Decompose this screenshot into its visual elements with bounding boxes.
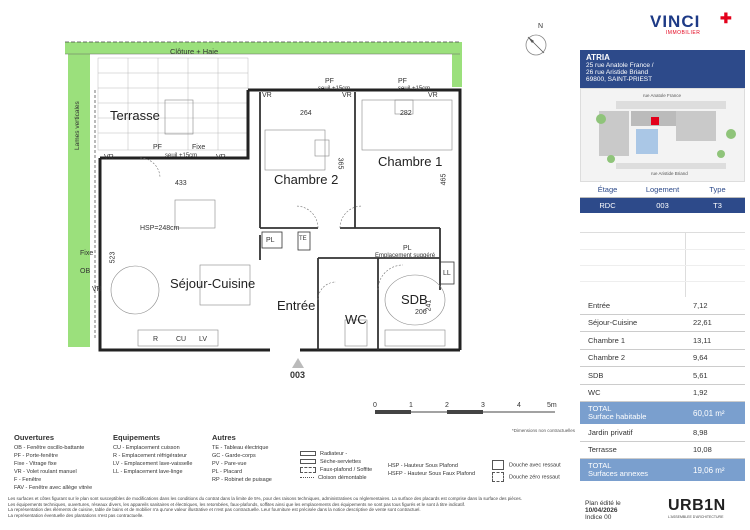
legend-item: PL - Placard [212,469,243,475]
legend-ouvertures-title: Ouvertures [14,433,55,442]
room-terrasse: Terrasse [110,108,160,123]
legend-cloison: Cloison démontable [300,474,372,482]
vinci-cross-icon: ✚ [720,10,732,26]
cloison-icon [300,477,314,478]
vr-3: VR [428,92,438,99]
legend-douche-zero: Douche zéro ressaut [492,472,561,482]
surface-row-chambre1: Chambre 1 13,11 [580,332,745,350]
legend-item: TE - Tableau électrique [212,445,269,451]
vr-6: VR [92,286,102,293]
legend-item: LL - Emplacement lave-linge [113,469,183,475]
lot-value-row [580,198,745,213]
legend-item: FAV - Fenêtre avec allège vitrée [14,485,93,491]
compass [526,35,546,55]
compass-label: N [538,23,544,30]
scale-tick-1: 1 [409,402,413,409]
total-habitable-value: 60,01 m² [693,408,725,418]
legend-item: Fixe - Vitrage fixe [14,461,57,467]
legend-radiateur: Radiateur - [300,450,372,458]
address-line-1: 25 rue Anatole France / [586,62,654,69]
scale-tick-5: 5m [547,402,557,409]
vr-4: VR [104,154,114,161]
map-street-bottom: rue Aristide Briand [651,171,688,176]
dim-465: 465 [440,173,448,186]
seuil-3: seuil +15cm [165,153,198,159]
douche-zero-icon [492,472,504,482]
seuil-2: seuil +15cm [398,86,431,92]
legend-item: PV - Pare-vue [212,461,247,467]
header-etage: Étage [597,185,618,194]
value-etage: RDC [599,201,616,210]
urbn-sub: L'ASSEMBLEE D'ARCHITECTURE [668,515,724,519]
douche-ressaut-icon [492,460,504,470]
lv-label: LV [199,336,208,343]
legend-item: LV - Emplacement lave-vaisselle [113,461,193,467]
legend-douche-ressaut: Douche avec ressaut [492,460,561,470]
note-line: Les surfaces et côtes figurant sur le plan sont susceptibles de modifications dans les conditions du contrat dans la limite de 5%, pour des raisons techniques, administratives ou réglementaires. La surface des placards est comprise dans la surface des pièces. [8,496,523,501]
terrasse-tiles [98,58,248,150]
total-annexes-l2: Surfaces annexes [588,469,649,478]
scale-tick-3: 3 [481,402,485,409]
total-habitable-l1: TOTAL [588,404,612,413]
legend-equipements [113,444,192,476]
dim-365: 365 [336,157,344,170]
legend-item: F - Fenêtre [14,477,42,483]
note-line: La représentation éventuelle des plantations n'est pas contractuelle. [8,512,144,518]
pl-emplacement: Emplacement suggéré [375,253,436,259]
seche-serviettes-icon [300,459,316,464]
hedge-right [452,42,462,87]
surface-row-terrasse: Terrasse 10,08 [580,442,745,460]
garden-left [68,42,90,347]
surfaces-table [580,297,745,481]
plan-edition-label: Plan édité le [585,500,621,507]
legend-douche [492,460,561,482]
dim-523: 523 [109,251,117,264]
total-annexes-l1: TOTAL [588,461,612,470]
legend-faux-plafond: Faux-plafond / Soffite [300,466,372,474]
lot-number: 003 [290,370,306,380]
legend-autres-title: Autres [212,433,236,442]
cloture-label: Clôture + Haie [170,47,219,56]
legend-item: GC - Garde-corps [212,453,256,459]
legend-equipements-title: Equipements [113,433,161,442]
address-line-3: 69800, SAINT-PRIEST [586,76,653,83]
room-wc: WC [345,312,367,327]
radiateur-icon [300,451,316,456]
vr-5: VR [216,154,226,161]
pl-entree: PL [266,237,275,244]
note-line: La représentation des éléments de cuisine, table de bains et de mobilier n'a qu'une valeur illustrative et n'est pas contractuelle. Leur fourniture est précisée dans la notice descriptive de vente sont contractuel. [8,507,421,513]
map-street-top: rue Anatole France [643,93,682,98]
room-chambre2: Chambre 2 [274,172,339,187]
legend-autres [212,444,272,484]
room-sdb: SDB [401,292,428,307]
dim-206: 206 [415,309,427,316]
fixe-sejour: Fixe [192,144,206,151]
hsp-value: HSP=248cm [140,225,180,232]
pf-chambre2: PF [325,78,334,85]
fixe-left: Fixe [80,250,94,257]
cu-label: CU [176,336,187,343]
scale-tick-2: 2 [445,402,449,409]
header-logement: Logement [645,185,680,194]
urbn-wordmark: URB1N [668,497,726,514]
lot-marker [292,358,304,368]
legend-item: CU - Emplacement cuisson [113,445,180,451]
ob-left: OB [80,268,91,275]
legend-item: OB - Fenêtre oscillo-battante [14,445,85,451]
surface-row-sdb: SDB 5,61 [580,367,745,385]
total-habitable [580,402,745,424]
surface-row-jardin: Jardin privatif 8,98 [580,424,745,442]
dim-282: 282 [400,110,412,117]
vinci-sub: IMMOBILIER [665,30,701,36]
room-entree: Entrée [277,298,316,313]
legend-item: VR - Volet roulant manuel [14,469,77,475]
hedge-top [65,42,460,54]
legend-item: R - Emplacement réfrigérateur [113,453,187,459]
total-habitable-l2: Surface habitable [588,412,647,421]
pl-sdb: PL [403,245,412,252]
dimensions-note: *Dimensions non contractuelles [512,428,576,433]
legend-hsp [388,462,475,478]
legend-symbols [300,450,372,482]
legend-seche-serviettes: Sèche-serviettes [300,458,372,466]
address-line-2: 26 rue Aristide Briand [586,69,649,76]
lames-label: Lames verticales [74,101,81,150]
site-map [580,88,745,182]
legend-item: HSFP - Hauteur Sous Faux Plafond [388,471,476,477]
blank-table [580,232,745,297]
dim-433: 433 [175,180,187,187]
room-sejour: Séjour-Cuisine [170,276,256,291]
vinci-wordmark: VINCI [650,12,701,31]
urbn-logo [668,497,726,519]
vr-2: VR [342,92,352,99]
surface-row-entree: Entrée 7,12 [580,297,745,315]
plan-indice: Indice 00 [585,514,612,521]
legend-ouvertures [14,444,92,492]
note-line: Les équipements techniques, ouvertures, réseaux divers, les appareils sanitaires et électriques, les retombées, faux-plafonds, soffites ainsi que les emplacements des équipements ne sont pas tous figurés et le sont à titre indicatif. [8,501,466,507]
dim-264: 264 [300,110,312,117]
surface-row-wc: WC 1,92 [580,385,745,403]
dim-241: 241 [425,299,433,312]
value-logement: 003 [656,201,669,210]
legend-item: RP - Robinet de puisage [212,477,272,483]
seuil-1: seuil +15cm [318,86,351,92]
plan-edition-date: 10/04/2026 [585,507,618,514]
pf-chambre1: PF [398,78,407,85]
total-annexes [580,459,745,481]
ll-label: LL [443,270,451,277]
vinci-logo [650,10,732,36]
surface-row-sejour: Séjour-Cuisine 22,61 [580,315,745,333]
program-box [580,50,745,88]
room-chambre1: Chambre 1 [378,154,443,169]
scale-tick-0: 0 [373,402,377,409]
surface-row-chambre2: Chambre 2 9,64 [580,350,745,368]
program-name: ATRIA [586,53,610,62]
faux-plafond-icon [300,467,316,473]
total-annexes-value: 19,06 m² [693,465,725,475]
header-type: Type [709,185,726,194]
scale-tick-4: 4 [517,402,521,409]
vr-1: VR [262,92,272,99]
scale-bar [375,410,555,414]
legend-item: HSP - Hauteur Sous Plafond [388,463,458,469]
r-label: R [153,336,159,343]
legal-notes [8,496,568,518]
info-panel [580,50,745,213]
lot-header-row [580,182,745,198]
pf-sejour: PF [153,144,162,151]
te-label: TE [299,236,307,242]
value-type: T3 [713,201,722,210]
legend-item: PF - Porte-fenêtre [14,453,59,459]
plan-edition [585,500,621,521]
